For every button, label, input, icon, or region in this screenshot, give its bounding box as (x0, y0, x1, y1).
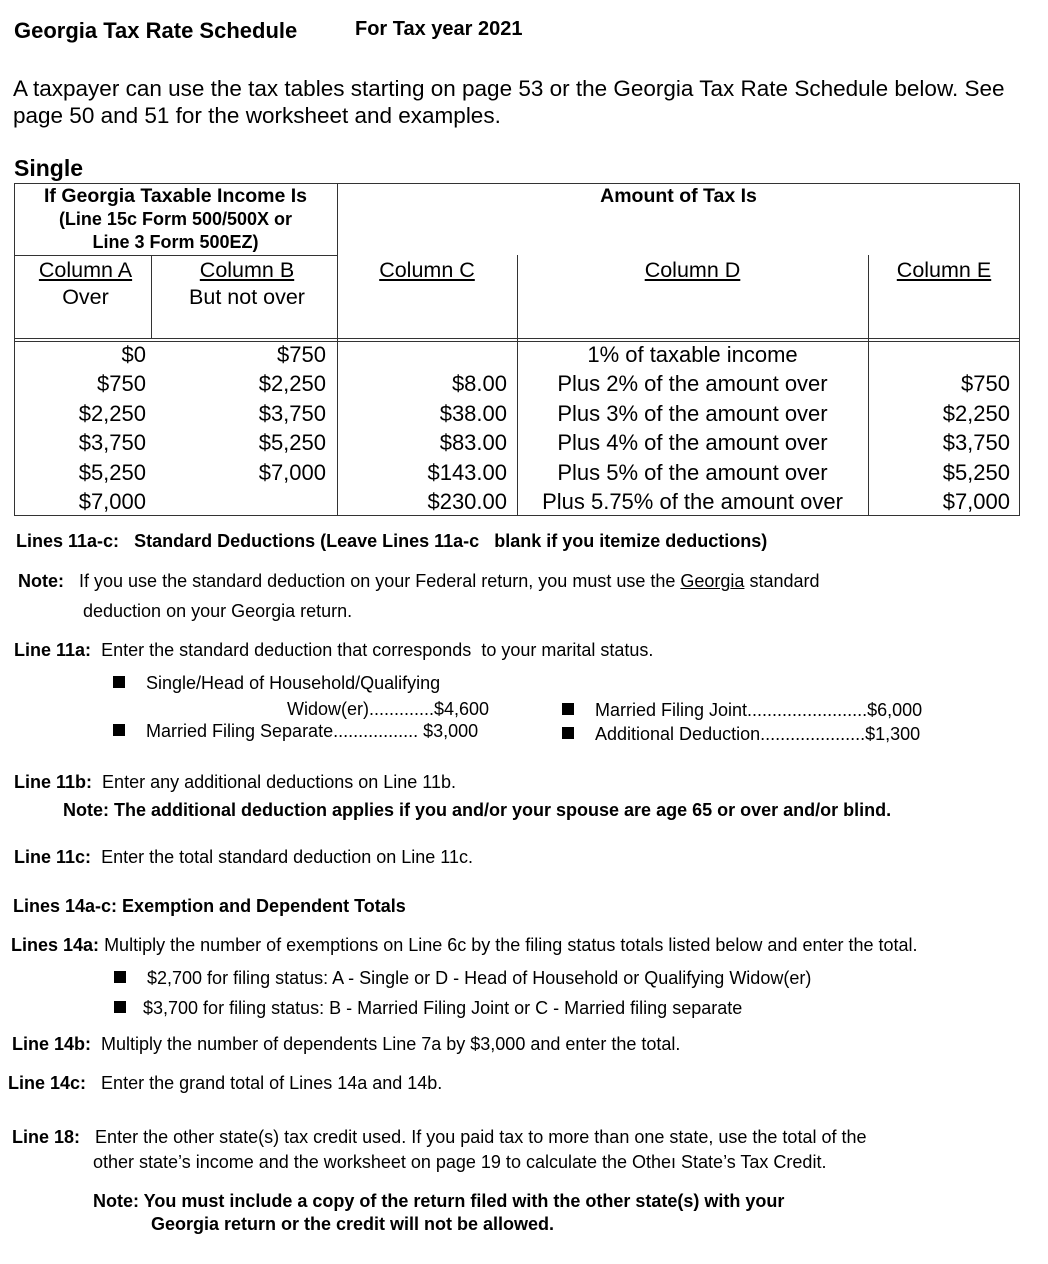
table-cell: $143.00 (427, 459, 507, 485)
table-cell: 1% of taxable income (587, 342, 798, 367)
table-cell: $750 (961, 371, 1010, 397)
column-c-values (337, 340, 507, 516)
table-cell: $750 (97, 371, 146, 397)
bullet-icon (562, 703, 574, 715)
table-cell: $7,000 (78, 489, 146, 515)
table-cell: $3,750 (942, 430, 1010, 456)
column-b-header: Column B But not over (189, 258, 305, 309)
table-cell: $2,250 (78, 400, 146, 426)
line-11a: Line 11a: Enter the standard deduction that corresponds to your marital status. (14, 640, 654, 660)
std-deduction-note: Note: If you use the standard deduction on your Federal return, you must use the Georgia standard (18, 571, 820, 591)
table-cell: $3,750 (258, 400, 326, 426)
table-cell (337, 340, 507, 369)
table-cell: $5,250 (78, 459, 146, 485)
filing-status-label: Single (14, 155, 84, 181)
table-cell: $2,250 (942, 400, 1010, 426)
bullet-icon (113, 676, 125, 688)
line-11b: Line 11b: Enter any additional deductions on Line 11b. (14, 772, 456, 792)
tax-rate-table (14, 183, 1020, 516)
table-cell: Plus 3% of the amount over (557, 400, 828, 426)
georgia-link: Georgia (680, 571, 745, 591)
table-cell: $8.00 (451, 371, 507, 397)
table-cell: $7,000 (258, 459, 326, 485)
table-cell: Plus 4% of the amount over (557, 430, 828, 456)
tax-header: Amount of Tax Is (600, 185, 757, 207)
line-18-continued: other state’s income and the worksheet on page 19 to calculate the Otheı State’s Tax Credit. (93, 1152, 827, 1172)
table-cell (868, 340, 1010, 369)
column-b-values (151, 340, 326, 516)
deduction-item-mfj: Married Filing Joint........................$6,000 (562, 700, 922, 721)
column-a-values (14, 340, 146, 516)
line-11b-note: Note: The additional deduction applies if you and/or your spouse are age 65 or over and/or blind. (63, 800, 892, 820)
line-14a: Lines 14a: Multiply the number of exemptions on Line 6c by the filing status totals listed below and enter the total. (11, 935, 918, 955)
bullet-icon (113, 724, 125, 736)
table-cell: $0 (121, 342, 146, 367)
column-c-header: Column C (379, 258, 475, 282)
table-cell: $83.00 (439, 430, 507, 456)
deduction-item-single: Single/Head of Household/Qualifying (113, 673, 440, 694)
line-14c: Line 14c: Enter the grand total of Lines 14a and 14b. (8, 1073, 443, 1093)
table-cell (151, 487, 326, 516)
credit-note-line1: Note: You must include a copy of the return filed with the other state(s) with your (93, 1191, 785, 1211)
table-cell: Plus 5.75% of the amount over (542, 489, 843, 515)
line-11c: Line 11c: Enter the total standard deduction on Line 11c. (14, 847, 473, 867)
table-cell: $230.00 (427, 489, 507, 515)
table-cell: $2,250 (258, 371, 326, 397)
table-cell: $3,750 (78, 430, 146, 456)
credit-note-line2: Georgia return or the credit will not be allowed. (151, 1214, 555, 1234)
table-cell: $5,250 (942, 459, 1010, 485)
column-d-values (517, 340, 868, 516)
exemptions-heading: Lines 14a-c: Exemption and Dependent Totals (13, 896, 406, 916)
income-header: If Georgia Taxable Income Is (Line 15c Form 500/500X or Line 3 Form 500EZ) (44, 185, 307, 252)
line-14b: Line 14b: Multiply the number of dependents Line 7a by $3,000 and enter the total. (12, 1034, 681, 1054)
line-18: Line 18: Enter the other state(s) tax credit used. If you paid tax to more than one state, use the total of the (12, 1127, 867, 1147)
bullet-icon (562, 727, 574, 739)
page-title: Georgia Tax Rate Schedule (14, 18, 298, 43)
bullet-icon (114, 971, 126, 983)
deduction-item-single-amount: Widow(er).............$4,600 (287, 699, 490, 719)
deduction-item-additional: Additional Deduction.....................$1,300 (562, 724, 920, 745)
exemption-bullet-1: $2,700 for filing status: A - Single or D - Head of Household or Qualifying Widow(er) (114, 968, 811, 989)
intro-paragraph: A taxpayer can use the tax tables starting on page 53 or the Georgia Tax Rate Schedule below. See page 50 and 51 for the worksheet and examples. (13, 76, 1005, 128)
column-a-header: Column A Over (38, 258, 133, 309)
table-cell: Plus 5% of the amount over (557, 459, 828, 485)
tax-year: For Tax year 2021 (355, 18, 523, 40)
column-d-header: Column D (644, 258, 741, 282)
std-deduction-note-line2: deduction on your Georgia return. (83, 601, 353, 621)
std-deduction-heading: Lines 11a-c: Standard Deductions (Leave Lines 11a-c blank if you itemize deductions) (16, 531, 768, 551)
table-cell: $5,250 (258, 430, 326, 456)
exemption-bullet-2: $3,700 for filing status: B - Married Filing Joint or C - Married filing separate (114, 998, 742, 1019)
table-cell: Plus 2% of the amount over (557, 371, 828, 397)
column-e-values (868, 340, 1010, 516)
table-cell: $7,000 (942, 489, 1010, 515)
deduction-item-mfs: Married Filing Separate................. $3,000 (113, 721, 478, 742)
table-cell: $38.00 (439, 400, 507, 426)
table-cell: $750 (277, 342, 326, 367)
bullet-icon (114, 1001, 126, 1013)
column-e-header: Column E (896, 258, 992, 282)
